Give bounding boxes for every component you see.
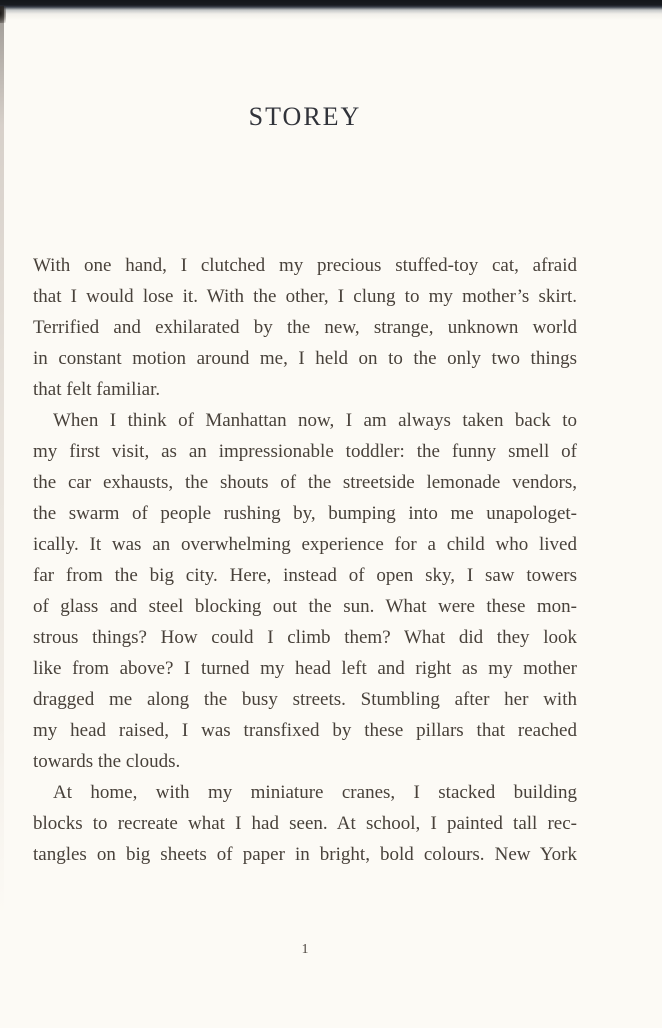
text-line: blocks to recreate what I had seen. At school, I painted tall rec- [33,813,577,834]
text-line: When I think of Manhattan now, I am always taken back to [53,410,577,431]
scan-top-edge [0,0,662,20]
text-line: With one hand, I clutched my precious stuffed-toy cat, afraid [33,255,577,276]
scan-left-edge [0,6,4,916]
text-line: At home, with my miniature cranes, I stacked building [53,782,577,803]
text-line: my head raised, I was transfixed by these pillars that reached [33,720,577,741]
paragraph [33,777,577,870]
text-line: that I would lose it. With the other, I clung to my mother’s skirt. [33,286,577,307]
text-line: like from above? I turned my head left and right as my mother [33,658,577,679]
body-text [33,250,577,870]
text-line: the car exhausts, the shouts of the streetside lemonade vendors, [33,472,577,493]
text-line: in constant motion around me, I held on to the only two things [33,348,577,369]
chapter-title: STOREY [248,102,362,131]
text-line: of glass and steel blocking out the sun. What were these mon- [33,596,577,617]
page-number: 1 [301,941,309,956]
text-line: far from the big city. Here, instead of open sky, I saw towers [33,565,577,586]
text-line: towards the clouds. [33,751,181,772]
scan-corner-mark [0,7,6,23]
paragraph [33,250,577,405]
text-line: that felt familiar. [33,379,161,400]
text-line: dragged me along the busy streets. Stumbling after her with [33,689,577,710]
paragraph [33,405,577,777]
text-line: ically. It was an overwhelming experience for a child who lived [33,534,577,555]
text-line: my first visit, as an impressionable toddler: the funny smell of [33,441,577,462]
text-line: the swarm of people rushing by, bumping into me unapologet- [33,503,577,524]
text-line: tangles on big sheets of paper in bright, bold colours. New York [33,844,577,865]
text-line: Terrified and exhilarated by the new, strange, unknown world [33,317,577,338]
text-line: strous things? How could I climb them? What did they look [33,627,577,648]
